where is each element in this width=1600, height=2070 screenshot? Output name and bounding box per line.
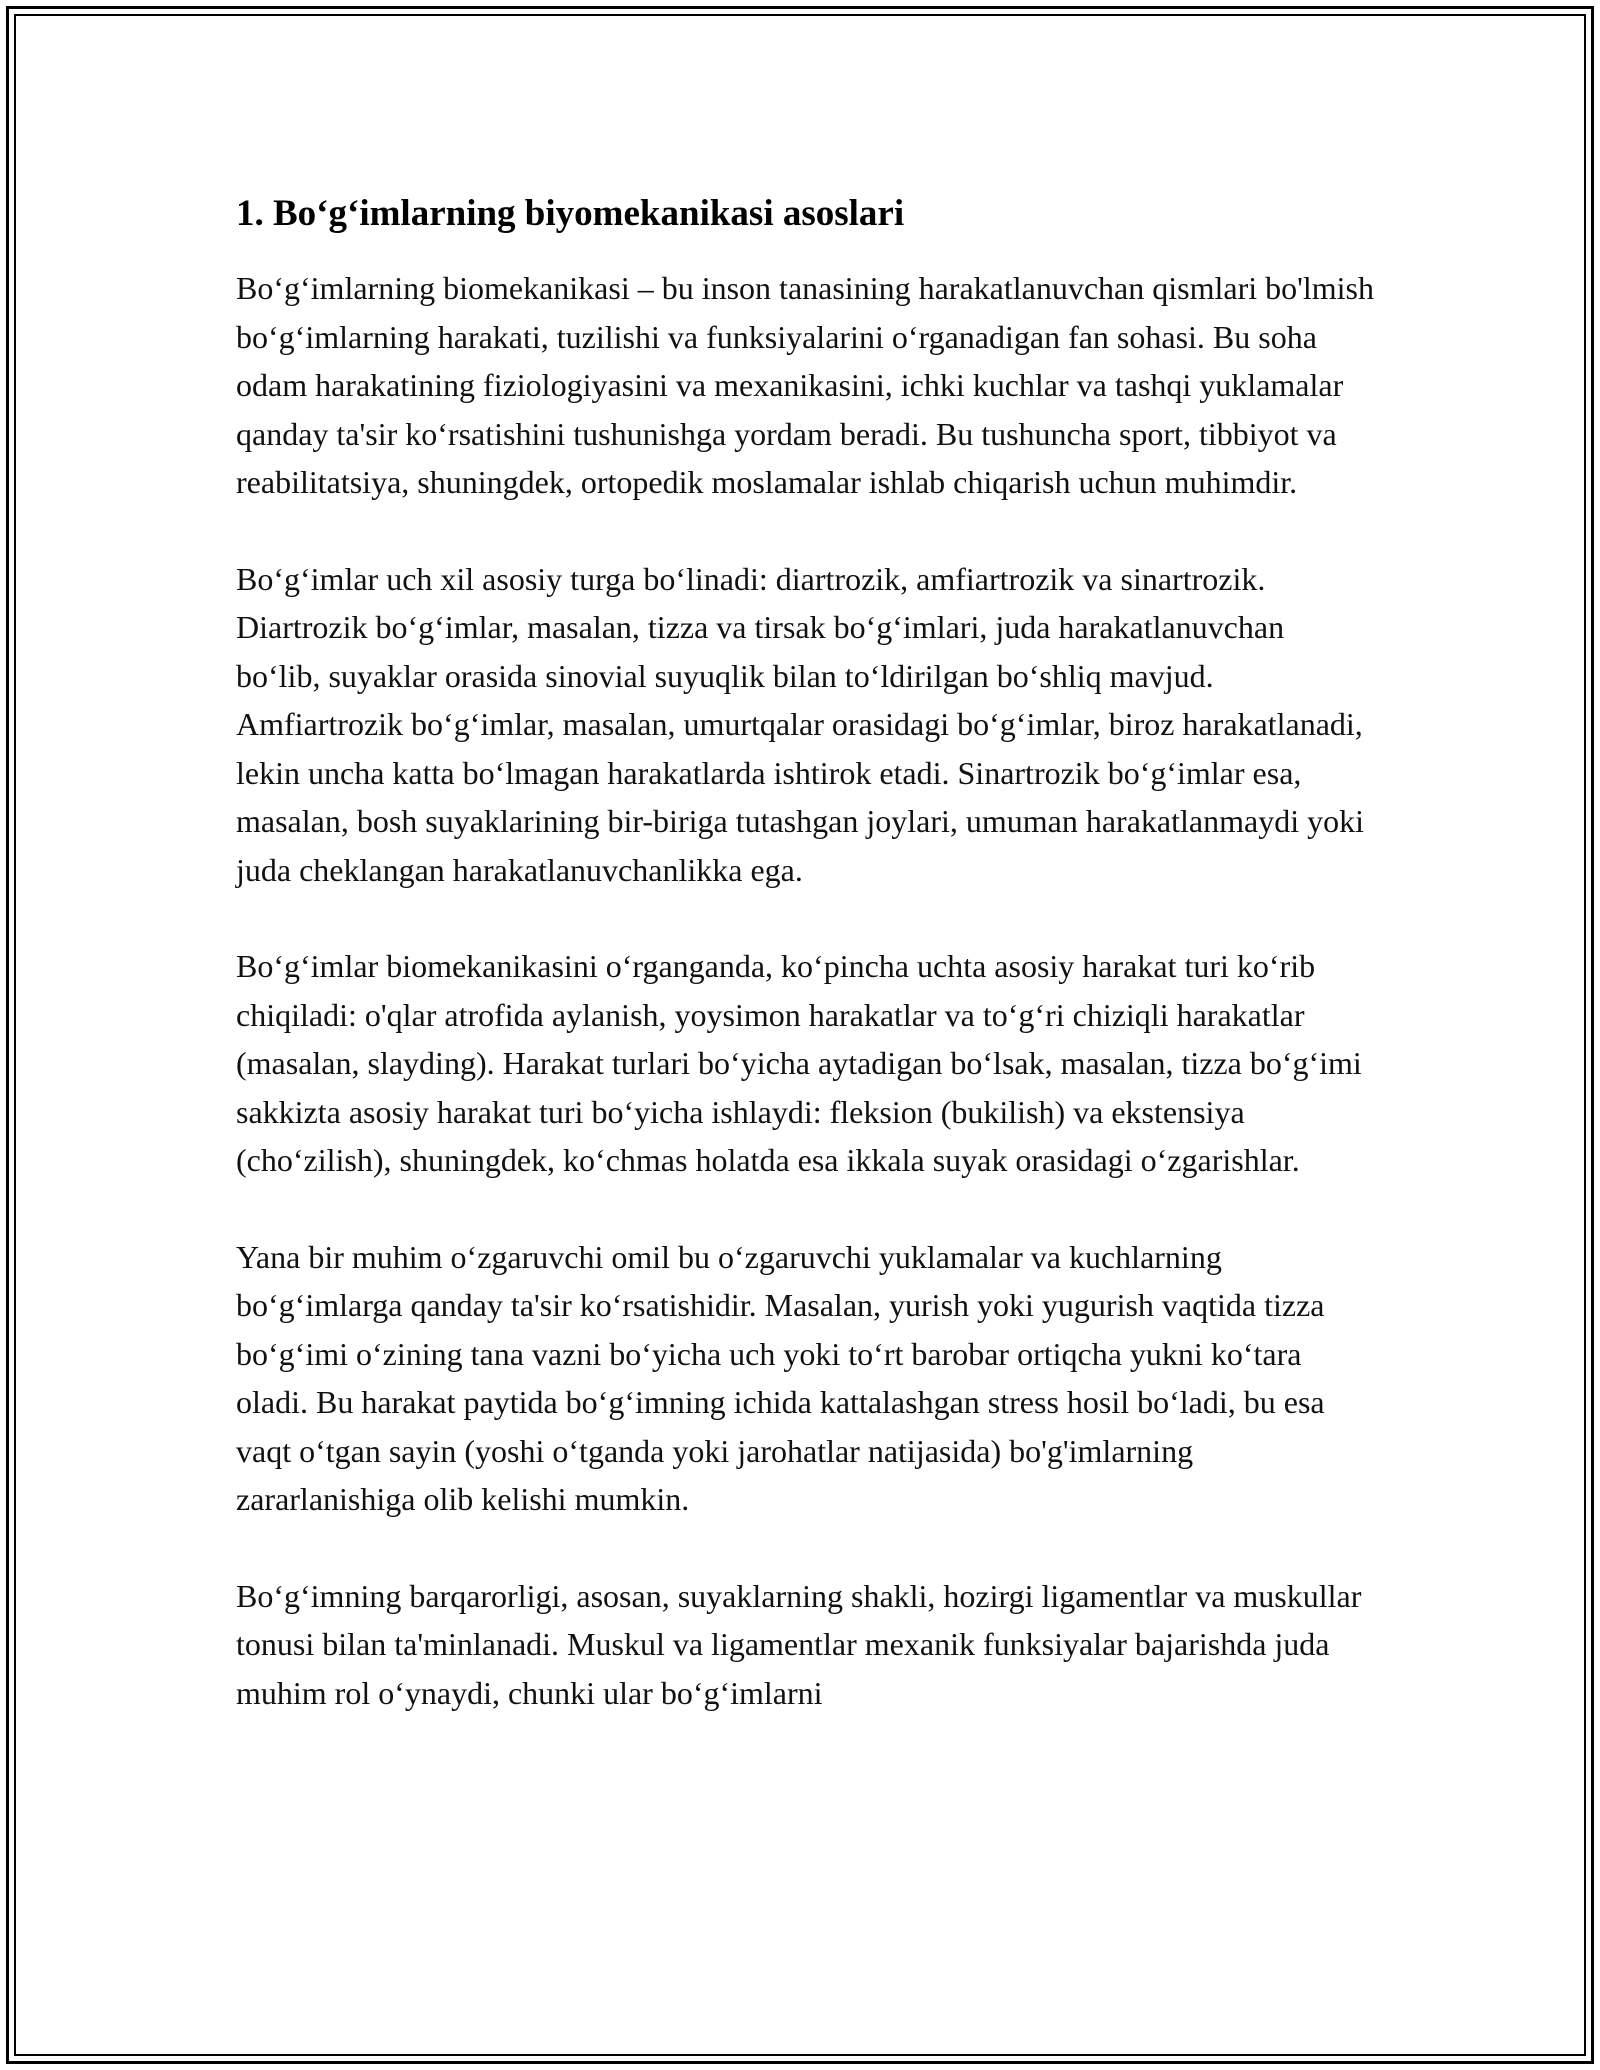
paragraph: Bo‘g‘imning barqarorligi, asosan, suyaklarning shakli, hozirgi ligamentlar va muskullar tonusi bilan ta'minlanadi. Muskul va ligamentlar mexanik funksiyalar bajarishda juda muhim rol o‘ynaydi, chunki ular bo‘g‘imlarni bbox=[236, 1577, 1362, 1711]
paragraph: Bo‘g‘imlar uch xil asosiy turga bo‘linadi: diartrozik, amfiartrozik va sinartrozik. Diartrozik bo‘g‘imlar, masalan, tizza va tirsak bo‘g‘imlari, juda harakatlanuvchan bo‘lib, suyaklar orasida sinovial suyuqlik bilan to‘ldirilgan bo‘shliq mavjud. Amfiartrozik bo‘g‘imlar, masalan, umurtqalar orasidagi bo‘g‘imlar, biroz harakatlanadi, lekin uncha katta bo‘lmagan harakatlarda ishtirok etadi. Sinartrozik bo‘g‘imlar esa, masalan, bosh suyaklarining bir-biriga tutashgan joylari, umuman harakatlanmaydi yoki juda cheklangan harakatlanuvchanlikka ega. bbox=[236, 560, 1364, 888]
paragraph: Yana bir muhim o‘zgaruvchi omil bu o‘zgaruvchi yuklamalar va kuchlarning bo‘g‘imlarga qanday ta'sir ko‘rsatishidir. Masalan, yurish yoki yugurish vaqtida tizza bo‘g‘imi o‘zining tana vazni bo‘yicha uch yoki to‘rt barobar ortiqcha yukni ko‘tara oladi. Bu harakat paytida bo‘g‘imning ichida kattalashgan stress hosil bo‘ladi, bu esa vaqt o‘tgan sayin (yoshi o‘tganda yoki jarohatlar natijasida) bo'g'imlarning zararlanishiga olib kelishi mumkin. bbox=[236, 1238, 1325, 1517]
paragraph: Bo‘g‘imlar biomekanikasini o‘rganganda, ko‘pincha uchta asosiy harakat turi ko‘rib chiqiladi: o'qlar atrofida aylanish, yoysimon harakatlar va to‘g‘ri chiziqli harakatlar (masalan, slayding). Harakat turlari bo‘yicha aytadigan bo‘lsak, masalan, tizza bo‘g‘imi sakkizta asosiy harakat turi bo‘yicha ishlaydi: fleksion (bukilish) va ekstensiya (cho‘zilish), shuningdek, ko‘chmas holatda esa ikkala suyak orasidagi o‘zgarishlar. bbox=[236, 948, 1362, 1178]
paragraph: Bo‘g‘imlarning biomekanikasi – bu inson tanasining harakatlanuvchan qismlari bo'lmish bo‘g‘imlarning harakati, tuzilishi va funksiyalarini o‘rganadigan fan sohasi. Bu soha odam harakatining fiziologiyasini va mexanikasini, ichki kuchlar va tashqi yuklamalar qanday ta'sir ko‘rsatishini tushunishga yordam beradi. Bu tushuncha sport, tibbiyot va reabilitatsiya, shuningdek, ortopedik moslamalar ishlab chiqarish uchun muhimdir. bbox=[236, 270, 1374, 500]
section-heading: 1. Bo‘g‘imlarning biyomekanikasi asoslari bbox=[236, 193, 905, 234]
document-body bbox=[236, 186, 1376, 1765]
